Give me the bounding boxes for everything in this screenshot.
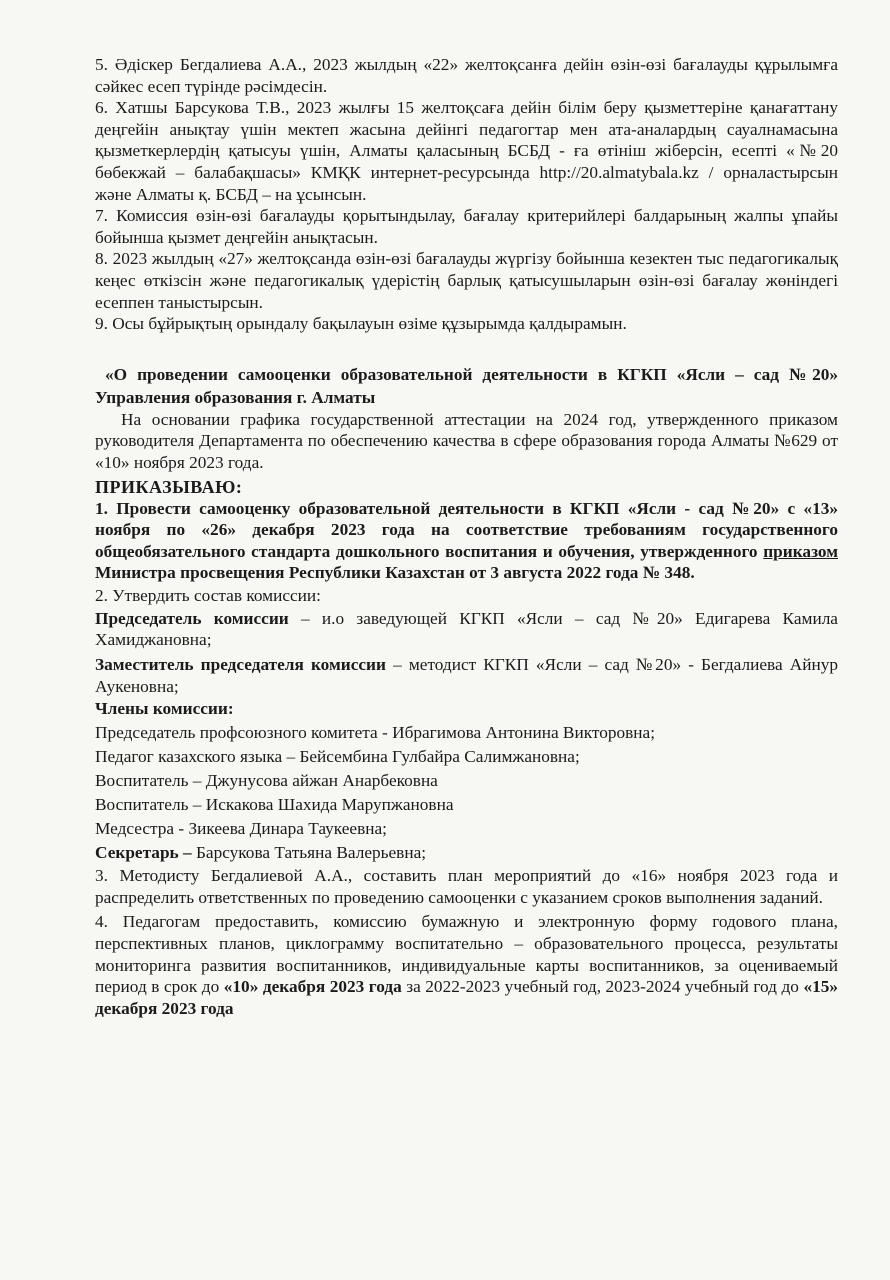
- deputy-text: – методист КГКП «Ясли – сад №20» - Бегдалиева Айнур Аукеновна;: [95, 655, 839, 696]
- order-item-4-date-1: «10» декабря 2023 года: [223, 977, 402, 997]
- section-gap: [95, 335, 838, 355]
- deputy-label: Заместитель председателя комиссии: [95, 655, 386, 675]
- commission-deputy: [95, 654, 838, 697]
- chair-text: – и.о заведующей КГКП «Ясли – сад №20» Едигарева Камила Хамиджановна;: [95, 608, 838, 650]
- member-item: Медсестра - Зикеева Динара Таукеевна;: [95, 819, 387, 839]
- order-item-4: [95, 911, 838, 1019]
- order-title: «О проведении самооценки образовательной деятельности в КГКП «Ясли – сад №20» Управления образования г. Алматы: [95, 364, 838, 407]
- order-item-1-link[interactable]: приказом: [763, 541, 838, 561]
- order-item-1-text-b: Министра просвещения Республики Казахстан от 3 августа 2022 года № 348.: [95, 563, 695, 583]
- member-item: Педагог казахского языка – Бейсембина Гулбайра Салимжановна;: [95, 747, 580, 767]
- kz-item-7: 7. Комиссия өзін-өзі бағалауды қорытындылау, бағалау критерийлері балдарының жалпы ұпайы бойынша қызмет деңгейін анықтасын.: [95, 206, 838, 247]
- order-item-4-text-a: 4. Педагогам предоставить, комиссию бумажную и электронную форму годового плана, перспективных планов, циклограмму воспитательно – образовательного процесса, результаты мониторинга развития воспитанников, индивидуальные карты воспитанников, за оцениваемый период в срок до: [95, 912, 838, 997]
- order-basis: На основании графика государственной аттестации на 2024 год, утвержденного приказом руководителя Департамента по обеспечению качества в сфере образования города Алматы №629 от «10» ноября 2023 года.: [95, 409, 838, 472]
- member-item: Воспитатель – Искакова Шахида Марупжановна: [95, 795, 454, 815]
- member-item: Воспитатель – Джунусова айжан Анарбековна: [95, 771, 438, 791]
- kz-item-8: 8. 2023 жылдың «27» желтоқсанда өзін-өзі бағалауды жүргізу бойынша кезектен тыс педагогикалық кеңес өткізсін және педагогикалық үдерістің барлық қатысушыларын өзін-өзі бағалау жөніндегі есеппен таныстырсын.: [95, 249, 838, 312]
- kz-item-5: 5. Әдіскер Бегдалиева А.А., 2023 жылдың «22» желтоқсанға дейін өзін-өзі бағалауды құрылымға сәйкес есеп түрінде рәсімдесін.: [95, 55, 838, 96]
- chair-label: Председатель комиссии: [95, 608, 289, 628]
- order-item-4-text-b: за 2022-2023 учебный год, 2023-2024 учебный год до: [401, 977, 804, 997]
- order-item-3: 3. Методисту Бегдалиевой А.А., составить план мероприятий до «16» ноября 2023 года и распределить ответственных по проведению самооценки с указанием сроков выполнения заданий.: [95, 866, 838, 907]
- member-item: Председатель профсоюзного комитета - Ибрагимова Антонина Викторовна;: [95, 723, 656, 743]
- secretary-label: Секретарь –: [95, 843, 192, 863]
- order-word: ПРИКАЗЫВАЮ:: [95, 476, 243, 497]
- order-item-2: 2. Утвердить состав комиссии:: [95, 585, 321, 605]
- commission-chair: [95, 608, 838, 651]
- kz-item-9: 9. Осы бұйрықтың орындалу бақылауын өзіме құзырымда қалдырамын.: [95, 314, 627, 334]
- kz-item-6: 6. Хатшы Барсукова Т.В., 2023 жылғы 15 желтоқсаға дейін білім беру қызметтеріне қанағаттану деңгейін анықтау үшін мектеп жасына дейінгі педагогтар мен ата-аналардың сауалнамасына қызметкерлердің қатысуы үшін, Алматы қаласының БСБД - ға өтініш жіберсін, есепті «№20 бөбекжай – балабақшасы» КМҚК интернет-ресурсында http://20.almatybala.kz / орналастырсын және Алматы қ. БСБД – на ұсынсын.: [95, 98, 838, 204]
- members-label: Члены комиссии:: [95, 699, 234, 719]
- order-item-4-date-2: «15» декабря 2023 года: [95, 977, 838, 1018]
- commission-secretary: [95, 841, 838, 865]
- secretary-text: Барсукова Татьяна Валерьевна;: [191, 843, 427, 863]
- order-item-1: [95, 498, 838, 584]
- order-item-1-text-a: 1. Провести самооценку образовательной деятельности в КГКП «Ясли - сад №20» с «13» ноября по «26» декабря 2023 года на соответствие требованиям государственного общеобязательного стандарта дошкольного воспитания и обучения, утвержденного: [95, 498, 838, 561]
